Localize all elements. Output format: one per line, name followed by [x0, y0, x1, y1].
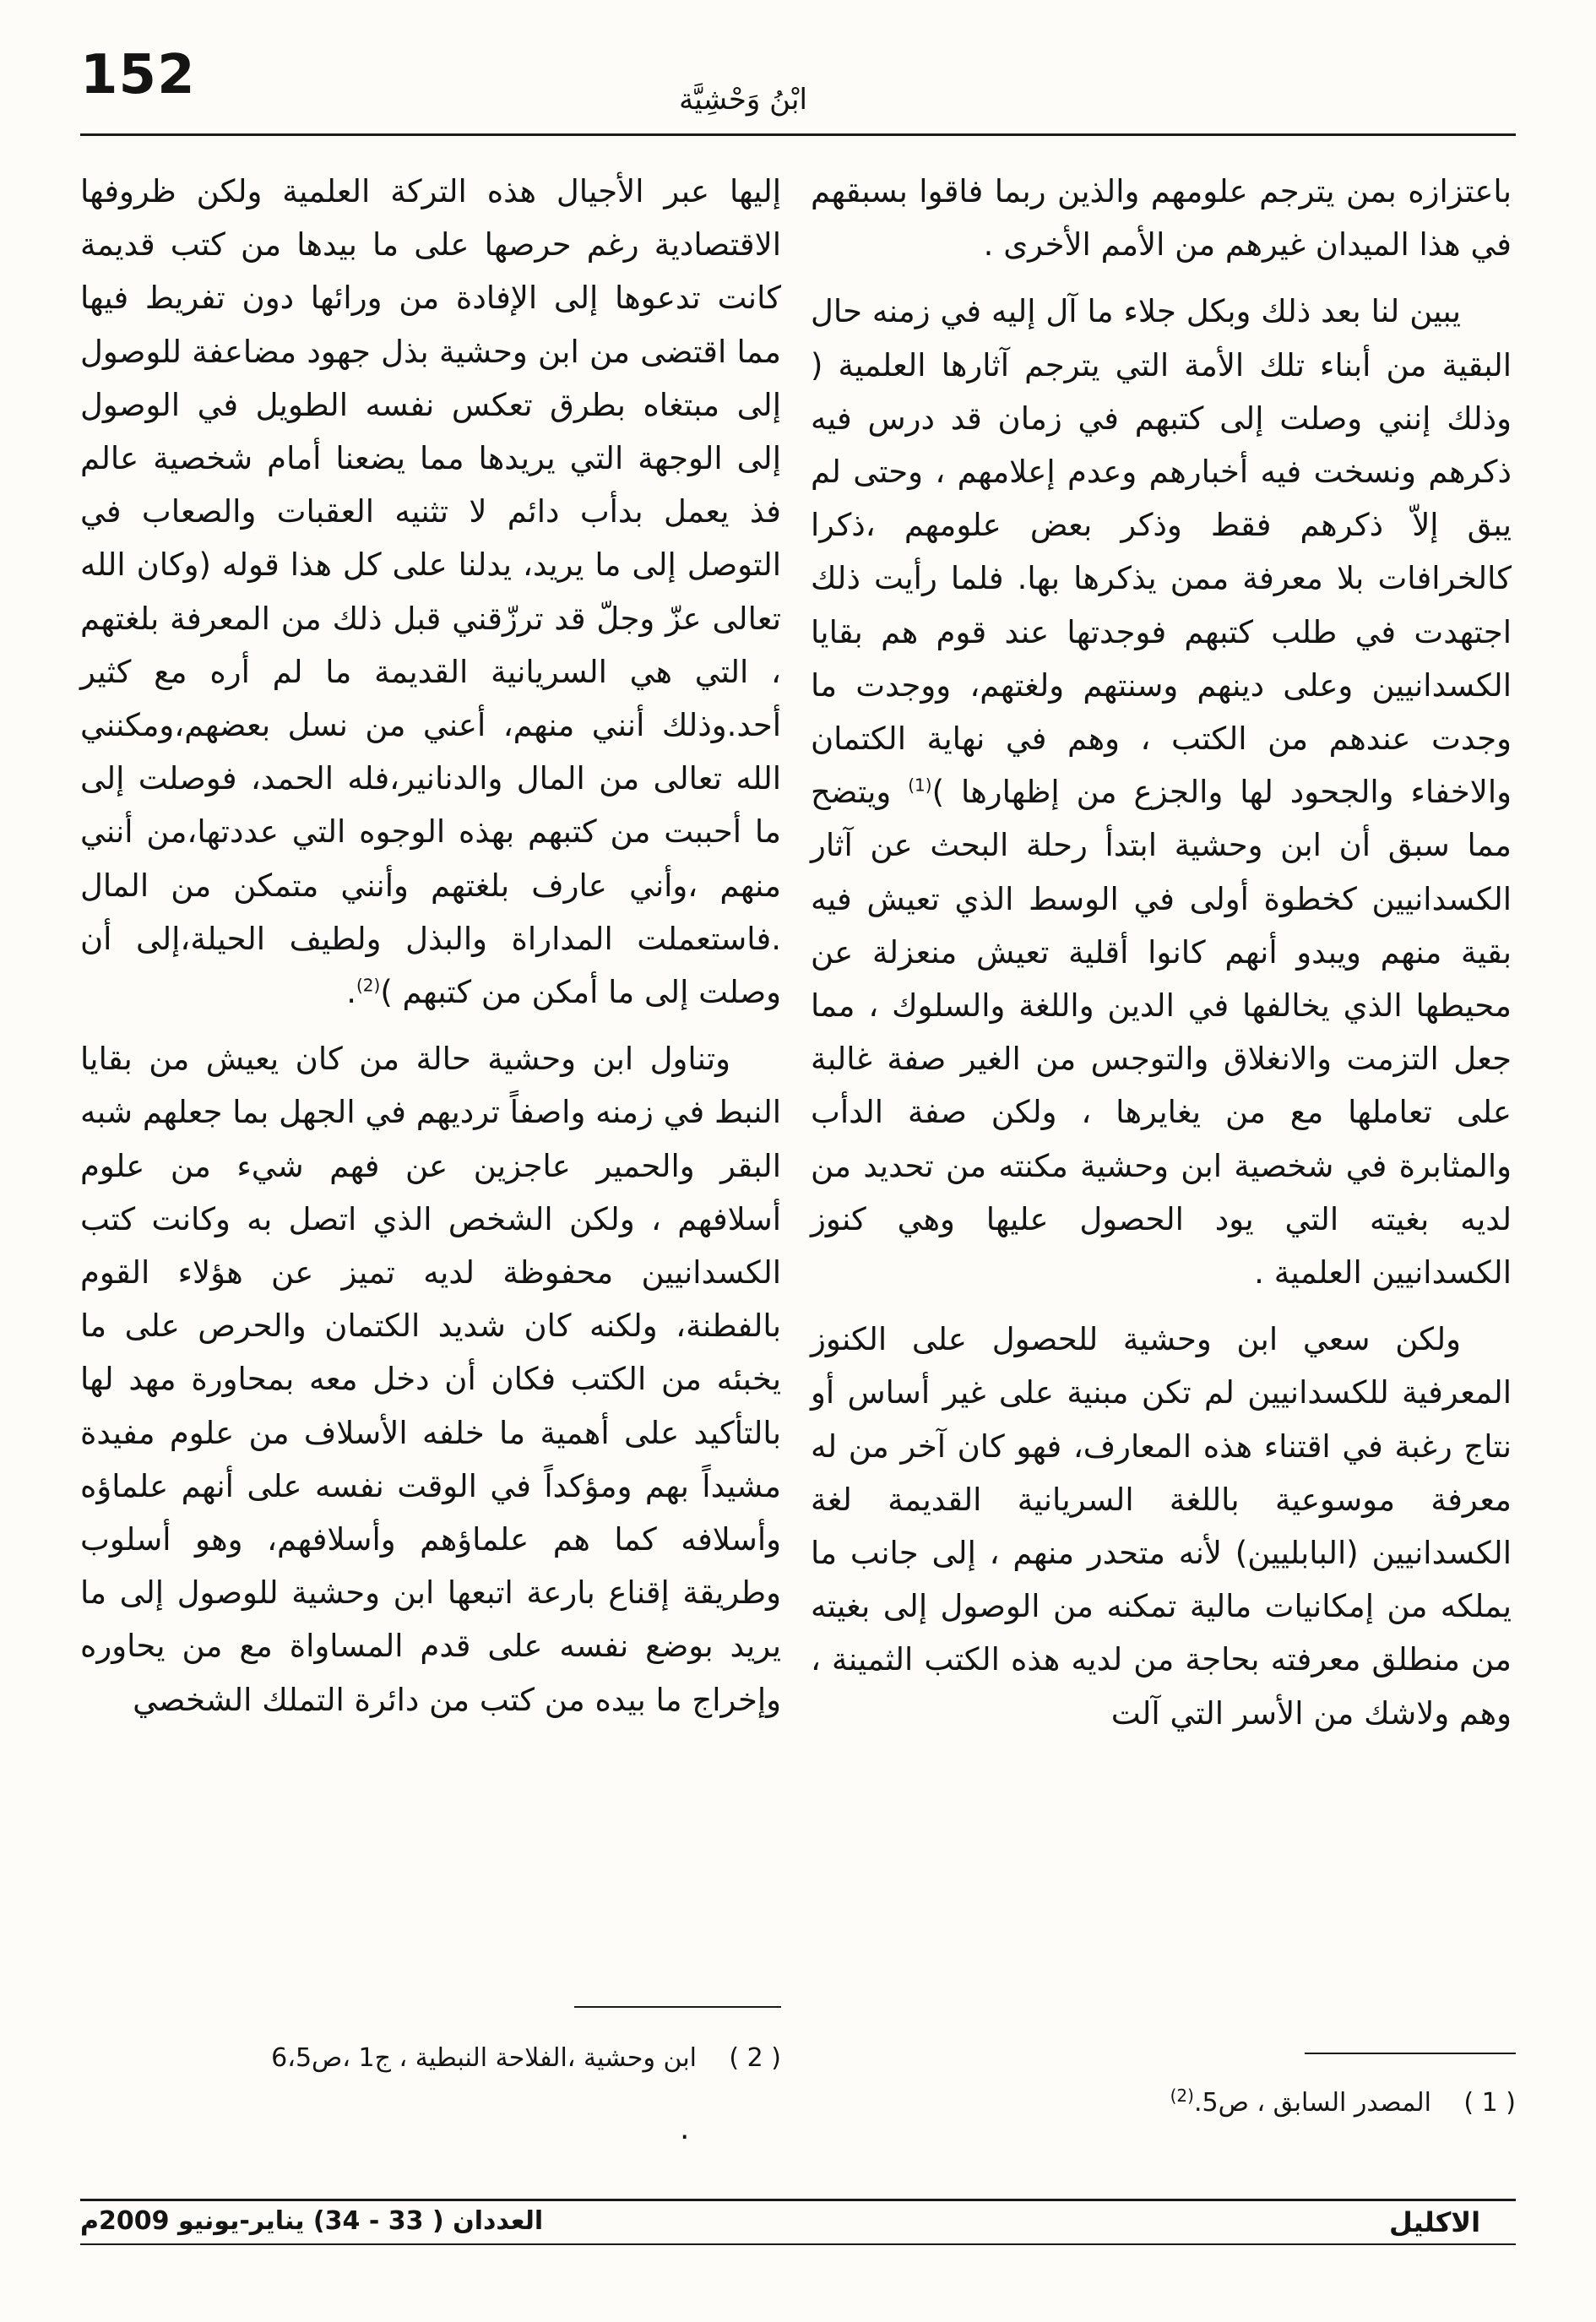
stray-dot: .	[680, 2112, 690, 2146]
paragraph	[80, 165, 781, 1019]
paragraph-text: يبين لنا بعد ذلك وبكل جلاء ما آل إليه في زمنه حال البقية من أبناء تلك الأمة التي يترجم آثارها العلمية ( وذلك إنني وصلت إلى كتبهم في زمان قد درس فيه ذكرهم ونسخت فيه أخبارهم وعدم إعلامهم ، وحتى لم يبق إلاّ ذكرهم فقط وذكر بعض علومهم ،ذكرا كالخرافات بلا معرفة ممن يذكرها بها. فلما رأيت ذلك اجتهدت في طلب كتبهم فوجدتها عند قوم هم بقايا الكسدانيين وعلى دينهم وسنتهم ولغتهم، ووجدت ما وجدت عندهم من الكتب ، وهم في نهاية الكتمان والاخفاء والجحود لها والجزع من إظهارها )	[811, 293, 1512, 811]
footnote-text: ابن وحشية ،الفلاحة النبطية ، ج1 ،ص6،5	[271, 2043, 697, 2073]
footnote-number: ( 1 )	[1463, 2088, 1516, 2118]
paragraph-text: ويتضح مما سبق أن ابن وحشية ابتدأ رحلة البحث عن آثار الكسدانيين كخطوة أولى في الوسط الذي تعيش فيه بقية منهم ويبدو أنهم كانوا أقلية تعيش منعزلة عن محيطها الذي يخالفها في الدين واللغة والسلوك ، مما جعل التزمت والانغلاق والتوجس من الغير صفة غالبة على تعاملها مع من يغايرها ، ولكن صفة الدأب والمثابرة في شخصية ابن وحشية مكنته من تحديد من لديه بغيته التي يود الحصول عليها وهي كنوز الكسدانيين العلمية .	[811, 774, 1512, 1292]
paragraph: وتناول ابن وحشية حالة من كان يعيش من بقايا النبط في زمنه واصفاً ترديهم في الجهل بما جعلهم شبه البقر والحمير عاجزين عن فهم شيء من علوم أسلافهم ، ولكن الشخص الذي اتصل به وكانت كتب الكسدانيين محفوظة لديه تميز عن هؤلاء القوم بالفطنة، ولكنه كان شديد الكتمان والحرص على ما يخبئه من الكتب فكان أن دخل معه بمحاورة مهد لها بالتأكيد على أهمية ما خلفه الأسلاف من علوم مفيدة مشيداً بهم ومؤكداً في الوقت نفسه على أنهم علماؤه وأسلافه كما هم علماؤهم وأسلافهم، وهو أسلوب وطريقة إقناع بارعة اتبعها ابن وحشية للوصول إلى ما يريد بوضع نفسه على قدم المساواة مع من يحاوره وإخراج ما بيده من كتب من دائرة التملك الشخصي	[80, 1041, 781, 1718]
footnote-sup: (2)	[1170, 2085, 1194, 2106]
paragraph-text: إليها عبر الأجيال هذه التركة العلمية ولكن ظروفها الاقتصادية رغم حرصها على ما بيدها من كتب قديمة كانت تدعوها إلى الإفادة من ورائها دون تفريط فيها مما اقتضى من ابن وحشية بذل جهود مضاعفة للوصول إلى مبتغاه بطرق تعكس نفسه الطويل في الوصول إلى الوجهة التي يريدها مما يضعنا أمام شخصية عالم فذ يعمل بدأب دائم لا تثنيه العقبات والصعاب في التوصل إلى ما يريد، يدلنا على كل هذا قوله (وكان الله تعالى عزّ وجلّ قد ترزّقني قبل ذلك من المعرفة بلغتهم ، التي هي السريانية القديمة ما لم أره مع كثير أحد.وذلك أنني منهم، أعني من نسل بعضهم،ومكنني الله تعالى من المال والدنانير،فله الحمد، فوصلت إلى ما أحببت من كتبهم بهذه الوجوه التي عددتها،من أنني منهم ،وأني عارف بلغتهم وأنني متمكن من المال .فاستعملت المداراة والبذل ولطيف الحيلة،إلى أن وصلت إلى ما أمكن من كتبهم )	[80, 173, 781, 1011]
footnote-right	[1170, 2086, 1516, 2120]
footnote-ref: (1)	[908, 775, 932, 796]
footer-rule	[80, 2199, 1516, 2201]
paragraph	[811, 285, 1512, 1299]
footnote-rule	[574, 2006, 781, 2008]
right-column	[811, 165, 1512, 1754]
footnote-left	[271, 2042, 781, 2075]
journal-logo: الاكليل	[1389, 2206, 1481, 2238]
issue-info: العددان ( 33 - 34) يناير-يونيو 2009م	[80, 2206, 544, 2236]
header-rule	[80, 133, 1516, 136]
paragraph: باعتزازه بمن يترجم علومهم والذين ربما فاقوا بسبقهم في هذا الميدان غيرهم من الأمم الأخرى .	[811, 173, 1512, 264]
paragraph-text: .	[346, 974, 356, 1011]
footer-rule-bottom	[80, 2243, 1516, 2245]
footnote-rule	[1305, 2053, 1516, 2054]
footnote-number: ( 2 )	[729, 2043, 781, 2073]
page-number: 152	[80, 44, 196, 106]
paragraph: ولكن سعي ابن وحشية للحصول على الكنوز المعرفية للكسدانيين لم تكن مبنية على غير أساس أو نتاج رغبة في اقتناء هذه المعارف، فهو كان آخر من له معرفة موسوعية باللغة السريانية القديمة لغة الكسدانيين (البابليين) لأنه متحدر منهم ، إلى جانب ما يملكه من إمكانيات مالية تمكنه من الوصول إلى بغيته من منطلق معرفته بحاجة من لديه هذه الكتب الثمينة ، وهم ولاشك من الأسر التي آلت	[811, 1321, 1512, 1732]
footnote-text: المصدر السابق ، ص5.	[1193, 2088, 1431, 2118]
footnote-ref: (2)	[356, 975, 381, 996]
running-title: ابْنُ وَحْشِيَّة	[679, 83, 807, 117]
left-column	[80, 165, 781, 1740]
